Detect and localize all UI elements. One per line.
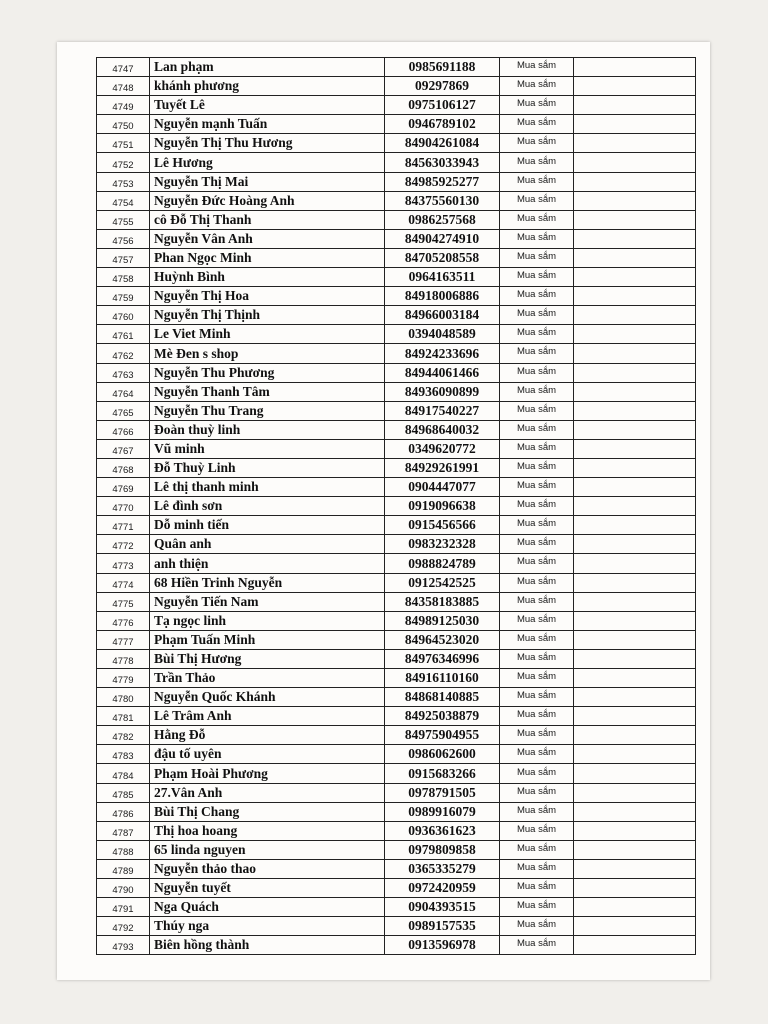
- row-index-cell: 4755: [97, 211, 150, 229]
- row-index-cell: 4751: [97, 134, 150, 152]
- table-row: [97, 58, 695, 77]
- note-cell: [574, 879, 695, 897]
- note-cell: [574, 554, 695, 572]
- phone-cell: 84358183885: [385, 593, 500, 611]
- note-cell: [574, 497, 695, 515]
- category-cell: Mua sắm: [500, 306, 574, 324]
- category-cell: Mua sắm: [500, 325, 574, 343]
- category-cell: Mua sắm: [500, 344, 574, 362]
- phone-cell: 0915456566: [385, 516, 500, 534]
- table-row: [97, 77, 695, 96]
- category-cell: Mua sắm: [500, 593, 574, 611]
- name-cell: Đoàn thuỳ linh: [150, 421, 385, 439]
- note-cell: [574, 593, 695, 611]
- category-cell: Mua sắm: [500, 707, 574, 725]
- note-cell: [574, 287, 695, 305]
- table-row: [97, 249, 695, 268]
- table-row: [97, 230, 695, 249]
- table-row: [97, 383, 695, 402]
- category-cell: Mua sắm: [500, 115, 574, 133]
- phone-cell: 84925038879: [385, 707, 500, 725]
- name-cell: Nguyễn Thu Trang: [150, 402, 385, 420]
- table-row: [97, 497, 695, 516]
- table-row: [97, 344, 695, 363]
- table-row: [97, 459, 695, 478]
- category-cell: Mua sắm: [500, 841, 574, 859]
- phone-cell: 0936361623: [385, 822, 500, 840]
- name-cell: Nguyễn Tiến Nam: [150, 593, 385, 611]
- category-cell: Mua sắm: [500, 631, 574, 649]
- category-cell: Mua sắm: [500, 879, 574, 897]
- table-row: [97, 745, 695, 764]
- table-row: [97, 936, 695, 955]
- row-index-cell: 4748: [97, 77, 150, 95]
- table-row: [97, 860, 695, 879]
- note-cell: [574, 402, 695, 420]
- name-cell: 65 linda nguyen: [150, 841, 385, 859]
- category-cell: Mua sắm: [500, 803, 574, 821]
- note-cell: [574, 764, 695, 782]
- note-cell: [574, 440, 695, 458]
- note-cell: [574, 707, 695, 725]
- category-cell: Mua sắm: [500, 173, 574, 191]
- phone-cell: 0394048589: [385, 325, 500, 343]
- row-index-cell: 4780: [97, 688, 150, 706]
- table-row: [97, 612, 695, 631]
- phone-cell: 0946789102: [385, 115, 500, 133]
- name-cell: Mè Đen s shop: [150, 344, 385, 362]
- note-cell: [574, 96, 695, 114]
- phone-cell: 0919096638: [385, 497, 500, 515]
- phone-cell: 0915683266: [385, 764, 500, 782]
- phone-cell: 0989157535: [385, 917, 500, 935]
- category-cell: Mua sắm: [500, 249, 574, 267]
- category-cell: Mua sắm: [500, 402, 574, 420]
- phone-cell: 84375560130: [385, 192, 500, 210]
- category-cell: Mua sắm: [500, 574, 574, 592]
- note-cell: [574, 230, 695, 248]
- table-row: [97, 669, 695, 688]
- note-cell: [574, 688, 695, 706]
- phone-cell: 84918006886: [385, 287, 500, 305]
- row-index-cell: 4758: [97, 268, 150, 286]
- name-cell: Nguyễn Thị Thịnh: [150, 306, 385, 324]
- row-index-cell: 4753: [97, 173, 150, 191]
- scanned-page: [57, 42, 710, 980]
- note-cell: [574, 745, 695, 763]
- table-row: [97, 364, 695, 383]
- phone-cell: 84964523020: [385, 631, 500, 649]
- phone-cell: 0913596978: [385, 936, 500, 954]
- phone-cell: 0979809858: [385, 841, 500, 859]
- name-cell: Thúy nga: [150, 917, 385, 935]
- table-row: [97, 917, 695, 936]
- note-cell: [574, 726, 695, 744]
- table-row: [97, 631, 695, 650]
- category-cell: Mua sắm: [500, 459, 574, 477]
- phone-cell: 0975106127: [385, 96, 500, 114]
- note-cell: [574, 822, 695, 840]
- note-cell: [574, 383, 695, 401]
- table-row: [97, 898, 695, 917]
- table-row: [97, 402, 695, 421]
- note-cell: [574, 917, 695, 935]
- table-row: [97, 268, 695, 287]
- category-cell: Mua sắm: [500, 726, 574, 744]
- category-cell: Mua sắm: [500, 669, 574, 687]
- phone-cell: 0985691188: [385, 58, 500, 76]
- category-cell: Mua sắm: [500, 535, 574, 553]
- phone-cell: 84705208558: [385, 249, 500, 267]
- category-cell: Mua sắm: [500, 650, 574, 668]
- table-row: [97, 688, 695, 707]
- phone-cell: 84916110160: [385, 669, 500, 687]
- category-cell: Mua sắm: [500, 688, 574, 706]
- row-index-cell: 4765: [97, 402, 150, 420]
- table-row: [97, 574, 695, 593]
- row-index-cell: 4749: [97, 96, 150, 114]
- table-row: [97, 421, 695, 440]
- phone-cell: 84975904955: [385, 726, 500, 744]
- name-cell: Lê đình sơn: [150, 497, 385, 515]
- note-cell: [574, 249, 695, 267]
- table-row: [97, 841, 695, 860]
- name-cell: Tuyết Lê: [150, 96, 385, 114]
- table-row: [97, 306, 695, 325]
- category-cell: Mua sắm: [500, 497, 574, 515]
- note-cell: [574, 631, 695, 649]
- note-cell: [574, 669, 695, 687]
- name-cell: Lê Trâm Anh: [150, 707, 385, 725]
- row-index-cell: 4772: [97, 535, 150, 553]
- phone-cell: 0972420959: [385, 879, 500, 897]
- note-cell: [574, 306, 695, 324]
- note-cell: [574, 841, 695, 859]
- category-cell: Mua sắm: [500, 936, 574, 954]
- table-row: [97, 211, 695, 230]
- phone-cell: 0986257568: [385, 211, 500, 229]
- table-row: [97, 440, 695, 459]
- category-cell: Mua sắm: [500, 287, 574, 305]
- name-cell: Le Viet Minh: [150, 325, 385, 343]
- table-row: [97, 96, 695, 115]
- category-cell: Mua sắm: [500, 421, 574, 439]
- category-cell: Mua sắm: [500, 211, 574, 229]
- row-index-cell: 4762: [97, 344, 150, 362]
- category-cell: Mua sắm: [500, 134, 574, 152]
- row-index-cell: 4760: [97, 306, 150, 324]
- name-cell: Quân anh: [150, 535, 385, 553]
- row-index-cell: 4747: [97, 58, 150, 76]
- phone-cell: 84985925277: [385, 173, 500, 191]
- row-index-cell: 4756: [97, 230, 150, 248]
- category-cell: Mua sắm: [500, 860, 574, 878]
- phone-cell: 84929261991: [385, 459, 500, 477]
- phone-cell: 0986062600: [385, 745, 500, 763]
- phone-cell: 0983232328: [385, 535, 500, 553]
- note-cell: [574, 173, 695, 191]
- row-index-cell: 4761: [97, 325, 150, 343]
- phone-cell: 0365335279: [385, 860, 500, 878]
- note-cell: [574, 516, 695, 534]
- phone-cell: 84944061466: [385, 364, 500, 382]
- table-row: [97, 325, 695, 344]
- table-row: [97, 784, 695, 803]
- name-cell: Dỗ minh tiến: [150, 516, 385, 534]
- phone-cell: 0904393515: [385, 898, 500, 916]
- name-cell: Biên hồng thành: [150, 936, 385, 954]
- name-cell: Nguyễn Vân Anh: [150, 230, 385, 248]
- note-cell: [574, 784, 695, 802]
- name-cell: Lê Hương: [150, 153, 385, 171]
- category-cell: Mua sắm: [500, 192, 574, 210]
- table-row: [97, 707, 695, 726]
- name-cell: Nguyễn Quốc Khánh: [150, 688, 385, 706]
- category-cell: Mua sắm: [500, 58, 574, 76]
- row-index-cell: 4766: [97, 421, 150, 439]
- name-cell: Nguyễn thảo thao: [150, 860, 385, 878]
- phone-cell: 84924233696: [385, 344, 500, 362]
- phone-cell: 09297869: [385, 77, 500, 95]
- table-row: [97, 650, 695, 669]
- note-cell: [574, 650, 695, 668]
- row-index-cell: 4778: [97, 650, 150, 668]
- row-index-cell: 4771: [97, 516, 150, 534]
- row-index-cell: 4750: [97, 115, 150, 133]
- note-cell: [574, 211, 695, 229]
- name-cell: Nguyễn Thị Hoa: [150, 287, 385, 305]
- row-index-cell: 4779: [97, 669, 150, 687]
- table-row: [97, 192, 695, 211]
- note-cell: [574, 898, 695, 916]
- table-row: [97, 764, 695, 783]
- name-cell: 68 Hiền Trinh Nguyễn: [150, 574, 385, 592]
- phone-cell: 0989916079: [385, 803, 500, 821]
- name-cell: Huỳnh Bình: [150, 268, 385, 286]
- name-cell: Bùi Thị Hương: [150, 650, 385, 668]
- table-row: [97, 879, 695, 898]
- category-cell: Mua sắm: [500, 516, 574, 534]
- category-cell: Mua sắm: [500, 898, 574, 916]
- row-index-cell: 4775: [97, 593, 150, 611]
- name-cell: Nguyễn Đức Hoàng Anh: [150, 192, 385, 210]
- name-cell: Hằng Đỗ: [150, 726, 385, 744]
- note-cell: [574, 612, 695, 630]
- category-cell: Mua sắm: [500, 230, 574, 248]
- name-cell: cô Đỗ Thị Thanh: [150, 211, 385, 229]
- phone-cell: 0349620772: [385, 440, 500, 458]
- name-cell: đậu tố uyên: [150, 745, 385, 763]
- phone-cell: 0904447077: [385, 478, 500, 496]
- note-cell: [574, 153, 695, 171]
- table-row: [97, 287, 695, 306]
- name-cell: Phạm Hoài Phương: [150, 764, 385, 782]
- category-cell: Mua sắm: [500, 554, 574, 572]
- row-index-cell: 4782: [97, 726, 150, 744]
- row-index-cell: 4786: [97, 803, 150, 821]
- category-cell: Mua sắm: [500, 822, 574, 840]
- table-row: [97, 535, 695, 554]
- name-cell: Lê thị thanh minh: [150, 478, 385, 496]
- note-cell: [574, 268, 695, 286]
- category-cell: Mua sắm: [500, 364, 574, 382]
- row-index-cell: 4777: [97, 631, 150, 649]
- note-cell: [574, 364, 695, 382]
- phone-cell: 84936090899: [385, 383, 500, 401]
- table-row: [97, 173, 695, 192]
- table-row: [97, 153, 695, 172]
- category-cell: Mua sắm: [500, 153, 574, 171]
- table-row: [97, 803, 695, 822]
- note-cell: [574, 421, 695, 439]
- category-cell: Mua sắm: [500, 96, 574, 114]
- note-cell: [574, 77, 695, 95]
- phone-cell: 84868140885: [385, 688, 500, 706]
- row-index-cell: 4767: [97, 440, 150, 458]
- table-row: [97, 593, 695, 612]
- name-cell: Nguyễn Thị Mai: [150, 173, 385, 191]
- name-cell: Nguyễn mạnh Tuấn: [150, 115, 385, 133]
- table-row: [97, 115, 695, 134]
- row-index-cell: 4783: [97, 745, 150, 763]
- phone-cell: 84904274910: [385, 230, 500, 248]
- row-index-cell: 4789: [97, 860, 150, 878]
- row-index-cell: 4757: [97, 249, 150, 267]
- table-row: [97, 134, 695, 153]
- phone-cell: 84917540227: [385, 402, 500, 420]
- name-cell: Phạm Tuấn Minh: [150, 631, 385, 649]
- note-cell: [574, 115, 695, 133]
- phone-cell: 84563033943: [385, 153, 500, 171]
- row-index-cell: 4787: [97, 822, 150, 840]
- name-cell: Bùi Thị Chang: [150, 803, 385, 821]
- row-index-cell: 4793: [97, 936, 150, 954]
- table-row: [97, 554, 695, 573]
- name-cell: Trần Thảo: [150, 669, 385, 687]
- row-index-cell: 4752: [97, 153, 150, 171]
- row-index-cell: 4769: [97, 478, 150, 496]
- note-cell: [574, 344, 695, 362]
- row-index-cell: 4763: [97, 364, 150, 382]
- note-cell: [574, 803, 695, 821]
- table-row: [97, 822, 695, 841]
- note-cell: [574, 325, 695, 343]
- row-index-cell: 4754: [97, 192, 150, 210]
- category-cell: Mua sắm: [500, 440, 574, 458]
- name-cell: Đỗ Thuỳ Linh: [150, 459, 385, 477]
- note-cell: [574, 574, 695, 592]
- category-cell: Mua sắm: [500, 77, 574, 95]
- row-index-cell: 4770: [97, 497, 150, 515]
- phone-cell: 84968640032: [385, 421, 500, 439]
- row-index-cell: 4776: [97, 612, 150, 630]
- name-cell: Thị hoa hoang: [150, 822, 385, 840]
- row-index-cell: 4768: [97, 459, 150, 477]
- row-index-cell: 4781: [97, 707, 150, 725]
- phone-cell: 0978791505: [385, 784, 500, 802]
- table-row: [97, 478, 695, 497]
- category-cell: Mua sắm: [500, 478, 574, 496]
- note-cell: [574, 478, 695, 496]
- category-cell: Mua sắm: [500, 383, 574, 401]
- row-index-cell: 4788: [97, 841, 150, 859]
- row-index-cell: 4784: [97, 764, 150, 782]
- note-cell: [574, 936, 695, 954]
- name-cell: Nguyễn Thu Phương: [150, 364, 385, 382]
- phone-cell: 0912542525: [385, 574, 500, 592]
- name-cell: Nguyễn Thị Thu Hương: [150, 134, 385, 152]
- note-cell: [574, 134, 695, 152]
- phone-cell: 84966003184: [385, 306, 500, 324]
- row-index-cell: 4785: [97, 784, 150, 802]
- note-cell: [574, 58, 695, 76]
- category-cell: Mua sắm: [500, 784, 574, 802]
- contact-table: [96, 57, 696, 955]
- name-cell: 27.Vân Anh: [150, 784, 385, 802]
- name-cell: Vũ minh: [150, 440, 385, 458]
- name-cell: Phan Ngọc Minh: [150, 249, 385, 267]
- phone-cell: 0988824789: [385, 554, 500, 572]
- row-index-cell: 4764: [97, 383, 150, 401]
- row-index-cell: 4759: [97, 287, 150, 305]
- note-cell: [574, 535, 695, 553]
- phone-cell: 0964163511: [385, 268, 500, 286]
- phone-cell: 84904261084: [385, 134, 500, 152]
- table-row: [97, 726, 695, 745]
- category-cell: Mua sắm: [500, 917, 574, 935]
- name-cell: Lan phạm: [150, 58, 385, 76]
- category-cell: Mua sắm: [500, 764, 574, 782]
- row-index-cell: 4774: [97, 574, 150, 592]
- phone-cell: 84989125030: [385, 612, 500, 630]
- name-cell: khánh phương: [150, 77, 385, 95]
- phone-cell: 84976346996: [385, 650, 500, 668]
- name-cell: Nguyễn Thanh Tâm: [150, 383, 385, 401]
- row-index-cell: 4792: [97, 917, 150, 935]
- name-cell: anh thiện: [150, 554, 385, 572]
- note-cell: [574, 192, 695, 210]
- category-cell: Mua sắm: [500, 612, 574, 630]
- row-index-cell: 4791: [97, 898, 150, 916]
- row-index-cell: 4790: [97, 879, 150, 897]
- note-cell: [574, 459, 695, 477]
- note-cell: [574, 860, 695, 878]
- category-cell: Mua sắm: [500, 268, 574, 286]
- row-index-cell: 4773: [97, 554, 150, 572]
- name-cell: Nguyễn tuyết: [150, 879, 385, 897]
- table-row: [97, 516, 695, 535]
- category-cell: Mua sắm: [500, 745, 574, 763]
- name-cell: Nga Quách: [150, 898, 385, 916]
- name-cell: Tạ ngọc linh: [150, 612, 385, 630]
